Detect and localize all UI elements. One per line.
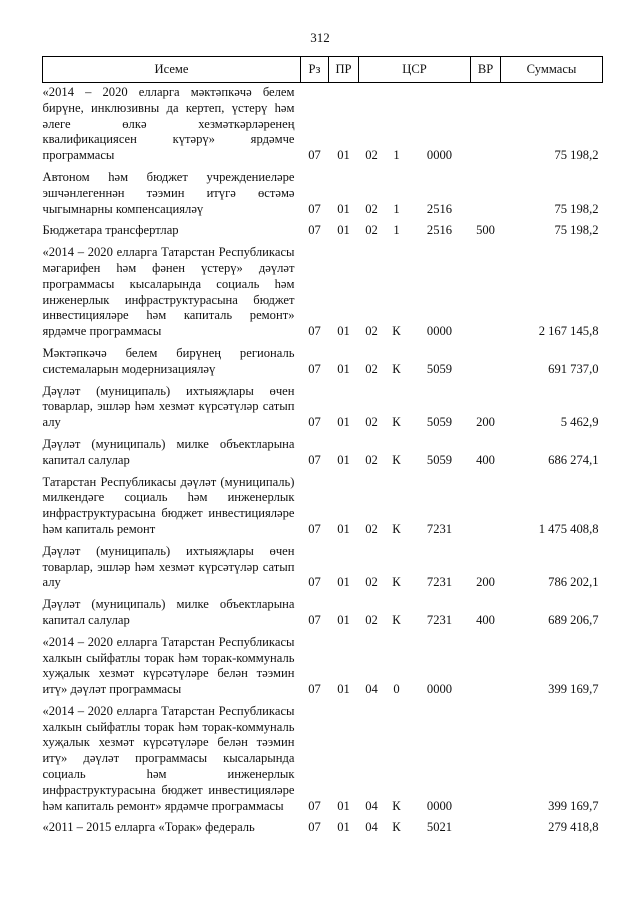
row-pr: 01 [337, 820, 350, 835]
row-vr: 500 [476, 223, 495, 238]
header-name: Исеме [43, 57, 301, 83]
row-csr-part1: 02 [365, 612, 378, 627]
row-rz: 07 [308, 223, 321, 238]
row-sum: 75 198,2 [554, 223, 599, 238]
row-csr-part1: 02 [365, 324, 378, 339]
header-pr: ПР [329, 57, 359, 83]
table-row [43, 597, 603, 635]
row-csr-part3: 2516 [426, 223, 453, 238]
row-sum: 75 198,2 [554, 148, 599, 163]
row-csr-part2: 0 [393, 682, 400, 697]
row-rz: 07 [308, 148, 321, 163]
row-pr: 01 [337, 201, 350, 216]
row-vr [471, 820, 501, 842]
row-rz: 07 [308, 682, 321, 697]
row-csr-part1: 02 [365, 575, 378, 590]
row-vr [471, 170, 501, 223]
row-pr: 01 [337, 148, 350, 163]
budget-table [42, 56, 603, 842]
row-csr-part1: 02 [365, 452, 378, 467]
row-rz: 07 [308, 612, 321, 627]
row-csr-part2: К [392, 521, 401, 536]
row-sum: 75 198,2 [554, 201, 599, 216]
row-sum: 2 167 145,8 [538, 324, 599, 339]
row-name: «2014 – 2020 елларга Татарстан Республикасы халкын сыйфатлы торак һәм торак-коммуналь хуҗалык хезмәт күрсәтүләре белән тәэмин итү» дәүләт программасы [42, 634, 295, 697]
row-csr-part3: 0000 [426, 324, 453, 339]
row-csr-part2: К [392, 361, 401, 376]
row-vr: 400 [476, 612, 495, 627]
row-pr: 01 [337, 324, 350, 339]
row-rz: 07 [308, 521, 321, 536]
row-csr-part2: К [392, 612, 401, 627]
row-csr-part1: 02 [365, 415, 378, 430]
row-name: Дәүләт (муниципаль) ихтыяҗлары өчен товарлар, эшләр һәм хезмәт күрсәтүләр сатып алу [42, 383, 295, 430]
row-rz: 07 [308, 798, 321, 813]
row-csr-part2: К [392, 452, 401, 467]
row-rz: 07 [308, 361, 321, 376]
header-csr: ЦСР [359, 57, 471, 83]
row-rz: 07 [308, 820, 321, 835]
table-row [43, 704, 603, 821]
row-csr-part1: 02 [365, 521, 378, 536]
row-csr-part2: 1 [393, 223, 400, 238]
row-sum: 689 206,7 [548, 612, 599, 627]
row-rz: 07 [308, 324, 321, 339]
row-pr: 01 [337, 798, 350, 813]
row-csr-part2: К [392, 415, 401, 430]
row-csr-part2: К [392, 324, 401, 339]
row-csr-part1: 02 [365, 201, 378, 216]
row-csr-part3: 2516 [426, 201, 453, 216]
row-csr-part1: 04 [365, 820, 378, 835]
row-pr: 01 [337, 682, 350, 697]
row-vr [471, 346, 501, 384]
row-csr-part3: 7231 [426, 575, 453, 590]
row-name: «2014 – 2020 елларга мәктәпкәчә белем бирүне, инклюзивны да кертеп, үстерү һәм әлеге өлкә хезмәткәрләренең квалификациясен күтәрү» ярдәмче программасы [42, 85, 295, 163]
row-csr-part3: 5059 [426, 361, 453, 376]
row-sum: 279 418,8 [548, 820, 599, 835]
table-body [43, 83, 603, 843]
row-csr-part3: 5059 [426, 452, 453, 467]
table-row [43, 384, 603, 437]
row-csr-part1: 04 [365, 682, 378, 697]
row-pr: 01 [337, 575, 350, 590]
row-pr: 01 [337, 452, 350, 467]
row-name: Татарстан Республикасы дәүләт (муниципаль) милкендәге социаль һәм инженерлык инфраструктурасына бюджет инвестицияләре һәм капиталь ремонт [42, 474, 295, 536]
row-sum: 399 169,7 [548, 682, 599, 697]
table-row [43, 820, 603, 842]
row-sum: 399 169,7 [548, 798, 599, 813]
row-rz: 07 [308, 452, 321, 467]
table-row [43, 245, 603, 346]
row-csr-part3: 7231 [426, 521, 453, 536]
table-row [43, 635, 603, 704]
row-name: Дәүләт (муниципаль) милке объектларына капитал салулар [42, 436, 295, 467]
row-name: Бюджетара трансфертлар [42, 223, 179, 238]
row-name: «2011 – 2015 елларга «Торак» федераль [42, 820, 255, 835]
row-sum: 5 462,9 [560, 415, 599, 430]
table-header [43, 57, 603, 83]
row-sum: 1 475 408,8 [538, 521, 599, 536]
row-csr-part2: К [392, 798, 401, 813]
row-vr [471, 704, 501, 821]
table-row [43, 437, 603, 475]
row-csr-part2: К [392, 575, 401, 590]
row-sum: 691 737,0 [548, 361, 599, 376]
table-row [43, 475, 603, 544]
row-vr: 200 [476, 575, 495, 590]
table-row [43, 346, 603, 384]
row-vr: 400 [476, 452, 495, 467]
row-pr: 01 [337, 521, 350, 536]
row-csr-part1: 02 [365, 148, 378, 163]
row-csr-part2: К [392, 820, 401, 835]
row-csr-part2: 1 [393, 201, 400, 216]
row-rz: 07 [308, 201, 321, 216]
row-name: Автоном һәм бюджет учреждениеләре эшчәнлегеннән тәэмин итүгә өстәмә чыгымнарны компенсацияләү [42, 169, 295, 216]
row-csr-part1: 02 [365, 361, 378, 376]
row-csr-part3: 5021 [426, 820, 453, 835]
page-number: 312 [310, 30, 330, 45]
header-vr: ВР [471, 57, 501, 83]
row-csr-part3: 0000 [426, 798, 453, 813]
row-pr: 01 [337, 612, 350, 627]
row-csr-part2: 1 [393, 148, 400, 163]
table-row [43, 170, 603, 223]
budget-table-container [42, 56, 602, 842]
row-pr: 01 [337, 223, 350, 238]
header-sum: Суммасы [501, 57, 603, 83]
row-csr-part1: 02 [365, 223, 378, 238]
row-pr: 01 [337, 361, 350, 376]
row-vr [471, 83, 501, 170]
row-csr-part1: 04 [365, 798, 378, 813]
table-row [43, 83, 603, 170]
row-name: Дәүләт (муниципаль) милке объектларына капитал салулар [42, 597, 295, 627]
row-pr: 01 [337, 415, 350, 430]
row-sum: 686 274,1 [548, 452, 599, 467]
row-csr-part3: 7231 [426, 612, 453, 627]
row-name: Дәүләт (муниципаль) ихтыяҗлары өчен товарлар, эшләр һәм хезмәт күрсәтүләр сатып алу [42, 543, 295, 590]
row-name: «2014 – 2020 елларга Татарстан Республикасы халкын сыйфатлы торак һәм торак-коммуналь хуҗалык хезмәт күрсәтүләре белән тәэмин итү» дәүләт программасы кысаларында социаль һәм инженерлык инфраструктурасына бюджет инвестицияләре һәм капиталь ремонт» ярдәмче программасы [42, 703, 295, 813]
row-rz: 07 [308, 415, 321, 430]
row-vr [471, 475, 501, 544]
row-name: Мәктәпкәчә белем бирүнең региональ системаларын модернизацияләү [42, 345, 295, 376]
row-vr [471, 245, 501, 346]
table-row [43, 544, 603, 597]
row-csr-part3: 0000 [426, 148, 453, 163]
row-rz: 07 [308, 575, 321, 590]
row-csr-part3: 0000 [426, 682, 453, 697]
row-sum: 786 202,1 [548, 575, 599, 590]
table-row [43, 223, 603, 245]
row-vr: 200 [476, 415, 495, 430]
header-rz: Рз [301, 57, 329, 83]
row-vr [471, 635, 501, 704]
row-csr-part3: 5059 [426, 415, 453, 430]
row-name: «2014 – 2020 елларга Татарстан Республикасы мәгарифен һәм фәнен үстерү» дәүләт программасы кысаларында социаль һәм инженерлык инфраструктурасына бюджет инвестицияләре һәм капиталь ремонт» ярдәмче программасы [42, 245, 295, 339]
